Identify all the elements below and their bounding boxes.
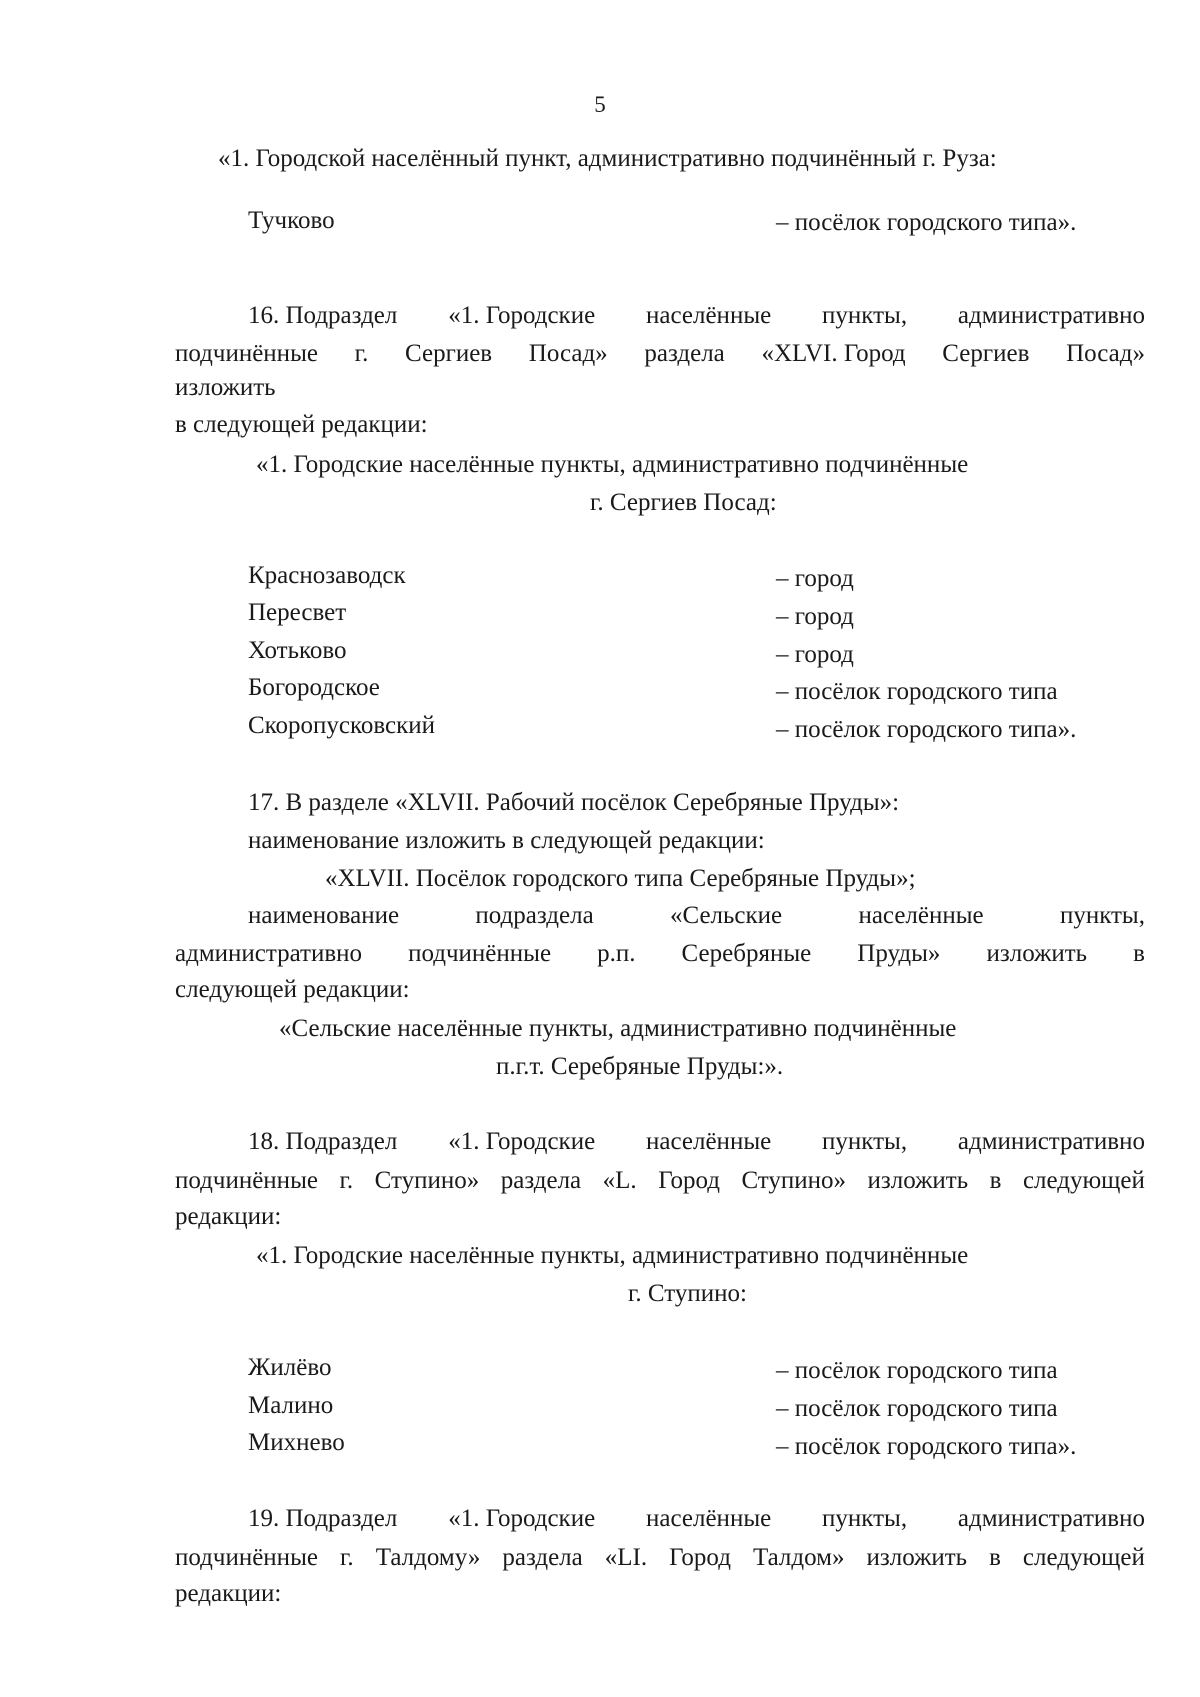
item18-row-name: Малино xyxy=(248,1392,334,1419)
item16-line2: подчинённые г. Сергиев Посад» раздела «XLVI. Город Сергиев Посад» xyxy=(175,340,1145,367)
item16-row-type: – город xyxy=(776,603,854,630)
item17-heading-line2: п.г.т. Серебряные Пруды:». xyxy=(496,1053,784,1080)
item18-row-name: Жилёво xyxy=(248,1354,332,1381)
item17-line3: «XLVII. Посёлок городского типа Серебряные Пруды»; xyxy=(325,865,916,892)
item18-row-name: Михнево xyxy=(248,1429,345,1456)
item16-row-type: – посёлок городского типа xyxy=(776,678,1058,705)
item16-line4: в следующей редакции: xyxy=(175,411,428,438)
item16-row-type: – посёлок городского типа». xyxy=(776,716,1077,743)
item16-row-name: Краснозаводск xyxy=(248,562,406,589)
item18-heading-line1: «1. Городские населённые пункты, административно подчинённые xyxy=(256,1242,969,1269)
ruza-settlement-name: Тучково xyxy=(248,207,335,234)
item16-row-name: Хотьково xyxy=(248,637,347,664)
ruza-settlement-type: – посёлок городского типа». xyxy=(776,209,1077,236)
ruza-heading: «1. Городской населённый пункт, административно подчинённый г. Руза: xyxy=(218,145,997,172)
item19-line3: редакции: xyxy=(175,1580,282,1607)
item16-line1: 16. Подраздел «1. Городские населённые пункты, административно xyxy=(248,302,1145,329)
item17-line2: наименование изложить в следующей редакции: xyxy=(248,827,765,854)
item18-line1: 18. Подраздел «1. Городские населённые пункты, административно xyxy=(248,1128,1145,1155)
item18-row-type: – посёлок городского типа xyxy=(776,1395,1058,1422)
item16-row-type: – город xyxy=(776,641,854,668)
item16-row-name: Богородское xyxy=(248,674,380,701)
item17-line4: наименование подраздела «Сельские населённые пункты, xyxy=(248,902,1145,929)
item18-line2: подчинённые г. Ступино» раздела «L. Город Ступино» изложить в следующей xyxy=(175,1167,1145,1194)
item16-heading-line2: г. Сергиев Посад: xyxy=(590,489,777,516)
page-number: 5 xyxy=(594,92,606,117)
item19-line1: 19. Подраздел «1. Городские населённые пункты, административно xyxy=(248,1505,1145,1532)
item18-row-type: – посёлок городского типа». xyxy=(776,1433,1077,1460)
item17-line1: 17. В разделе «XLVII. Рабочий посёлок Серебряные Пруды»: xyxy=(248,789,900,816)
item18-row-type: – посёлок городского типа xyxy=(776,1357,1058,1384)
item17-line5: административно подчинённые р.п. Серебряные Пруды» изложить в xyxy=(175,940,1145,967)
item16-heading-line1: «1. Городские населённые пункты, административно подчинённые xyxy=(256,451,969,478)
item16-row-type: – город xyxy=(776,565,854,592)
item16-row-name: Скоропусковский xyxy=(248,712,436,739)
item16-line3: изложить xyxy=(175,374,276,401)
item18-heading-line2: г. Ступино: xyxy=(628,1280,747,1307)
item19-line2: подчинённые г. Талдому» раздела «LI. Город Талдом» изложить в следующей xyxy=(175,1544,1145,1571)
item17-line6: следующей редакции: xyxy=(175,976,410,1003)
item16-row-name: Пересвет xyxy=(248,599,347,626)
item18-line3: редакции: xyxy=(175,1203,282,1230)
item17-heading-line1: «Сельские населённые пункты, административно подчинённые xyxy=(279,1015,957,1042)
